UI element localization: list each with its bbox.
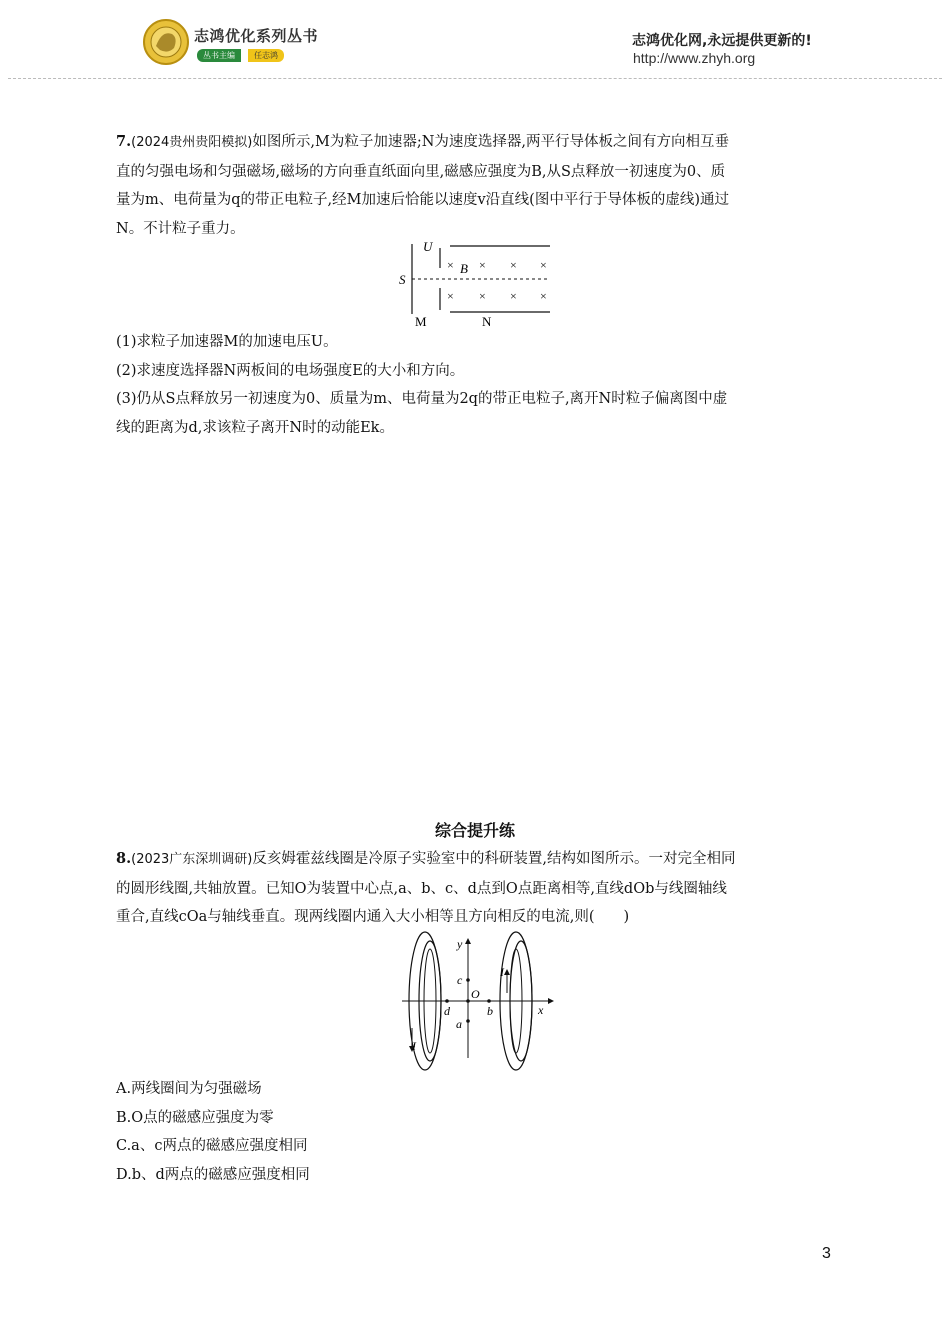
q8-line1: 反亥姆霍兹线圈是冷原子实验室中的科研装置,结构如图所示。一对完全相同 [252, 851, 736, 867]
q7-sub3-line2: 线的距离为d,求该粒子离开N时的动能Ek。 [116, 419, 394, 436]
cross-mark: × [540, 289, 547, 303]
cross-mark: × [479, 289, 486, 303]
label-I-right: I [500, 965, 504, 979]
label-N: N [482, 314, 492, 329]
option-d[interactable]: D.b、d两点的磁感应强度相同 [116, 1166, 310, 1183]
label-d: d [444, 1004, 450, 1018]
label-B: B [460, 261, 468, 276]
q8-options [116, 1075, 836, 1189]
label-O: O [471, 987, 480, 1001]
q7-line3: 量为m、电荷量为q的带正电粒子,经M加速后恰能以速度v沿直线(图中平行于导体板的虚线)通过 [116, 192, 729, 208]
label-y: y [457, 937, 463, 951]
q7-sub3-line1: (3)仍从S点释放另一初速度为0、质量为m、电荷量为2q的带正电粒子,离开N时粒子偏离图中虚 [116, 391, 728, 407]
label-x: x [538, 1003, 544, 1017]
q7-line1: 如图所示,M为粒子加速器;N为速度选择器,两平行导体板之间有方向相互垂 [252, 134, 730, 150]
label-a: a [456, 1017, 462, 1031]
label-U: U [423, 239, 433, 254]
editor-label: 丛书主编 [197, 49, 241, 62]
q7-subquestions [116, 328, 836, 442]
label-S: S [399, 272, 406, 287]
header-divider [8, 78, 942, 79]
label-c: c [457, 973, 463, 987]
cross-mark: × [540, 258, 547, 272]
page-header [0, 0, 950, 82]
q7-line4: N。不计粒子重力。 [116, 220, 245, 237]
cross-mark: × [479, 258, 486, 272]
publisher-logo [142, 18, 342, 68]
label-M: M [415, 314, 427, 329]
q7-sub2: (2)求速度选择器N两板间的电场强度E的大小和方向。 [116, 362, 465, 379]
cross-mark: × [510, 289, 517, 303]
option-c[interactable]: C.a、c两点的磁感应强度相同 [116, 1138, 308, 1154]
q7-stem [116, 128, 836, 243]
q8-source: (2023广东深圳调研) [131, 852, 253, 867]
brand-name: 志鸿优化系列丛书 [194, 27, 319, 45]
q7-line2: 直的匀强电场和匀强磁场,磁场的方向垂直纸面向里,磁感应强度为B,从S点释放一初速度为0、质 [116, 163, 726, 180]
q8-figure [398, 928, 558, 1076]
cross-mark: × [510, 258, 517, 272]
label-b: b [487, 1004, 493, 1018]
label-I-left: I [412, 1039, 416, 1053]
q8-stem [116, 845, 836, 932]
q8-line3: 重合,直线cOa与轴线垂直。现两线圈内通入大小相等且方向相反的电流,则( ) [116, 909, 630, 925]
slogan: 志鸿优化网,永远提供更新的! [632, 33, 812, 49]
section-title: 综合提升练 [434, 821, 515, 840]
seal-icon [142, 18, 190, 66]
option-b[interactable]: B.O点的磁感应强度为零 [116, 1109, 274, 1126]
q7-source: (2024贵州贵阳模拟) [131, 135, 253, 150]
q7-sub1: (1)求粒子加速器M的加速电压U。 [116, 334, 338, 350]
cross-mark: × [447, 289, 454, 303]
q7-number: 7. [116, 133, 132, 150]
q8-line2: 的圆形线圈,共轴放置。已知O为装置中心点,a、b、c、d点到O点距离相等,直线dOb与线圈轴线 [116, 880, 727, 897]
q8-number: 8. [116, 850, 132, 867]
page-number: 3 [822, 1245, 831, 1262]
cross-mark: × [447, 258, 454, 272]
editor-name: 任志鸿 [248, 49, 284, 62]
site-url[interactable]: http://www.zhyh.org [633, 50, 756, 66]
q7-figure [390, 238, 560, 330]
option-a[interactable]: A.两线圈间为匀强磁场 [116, 1081, 262, 1097]
